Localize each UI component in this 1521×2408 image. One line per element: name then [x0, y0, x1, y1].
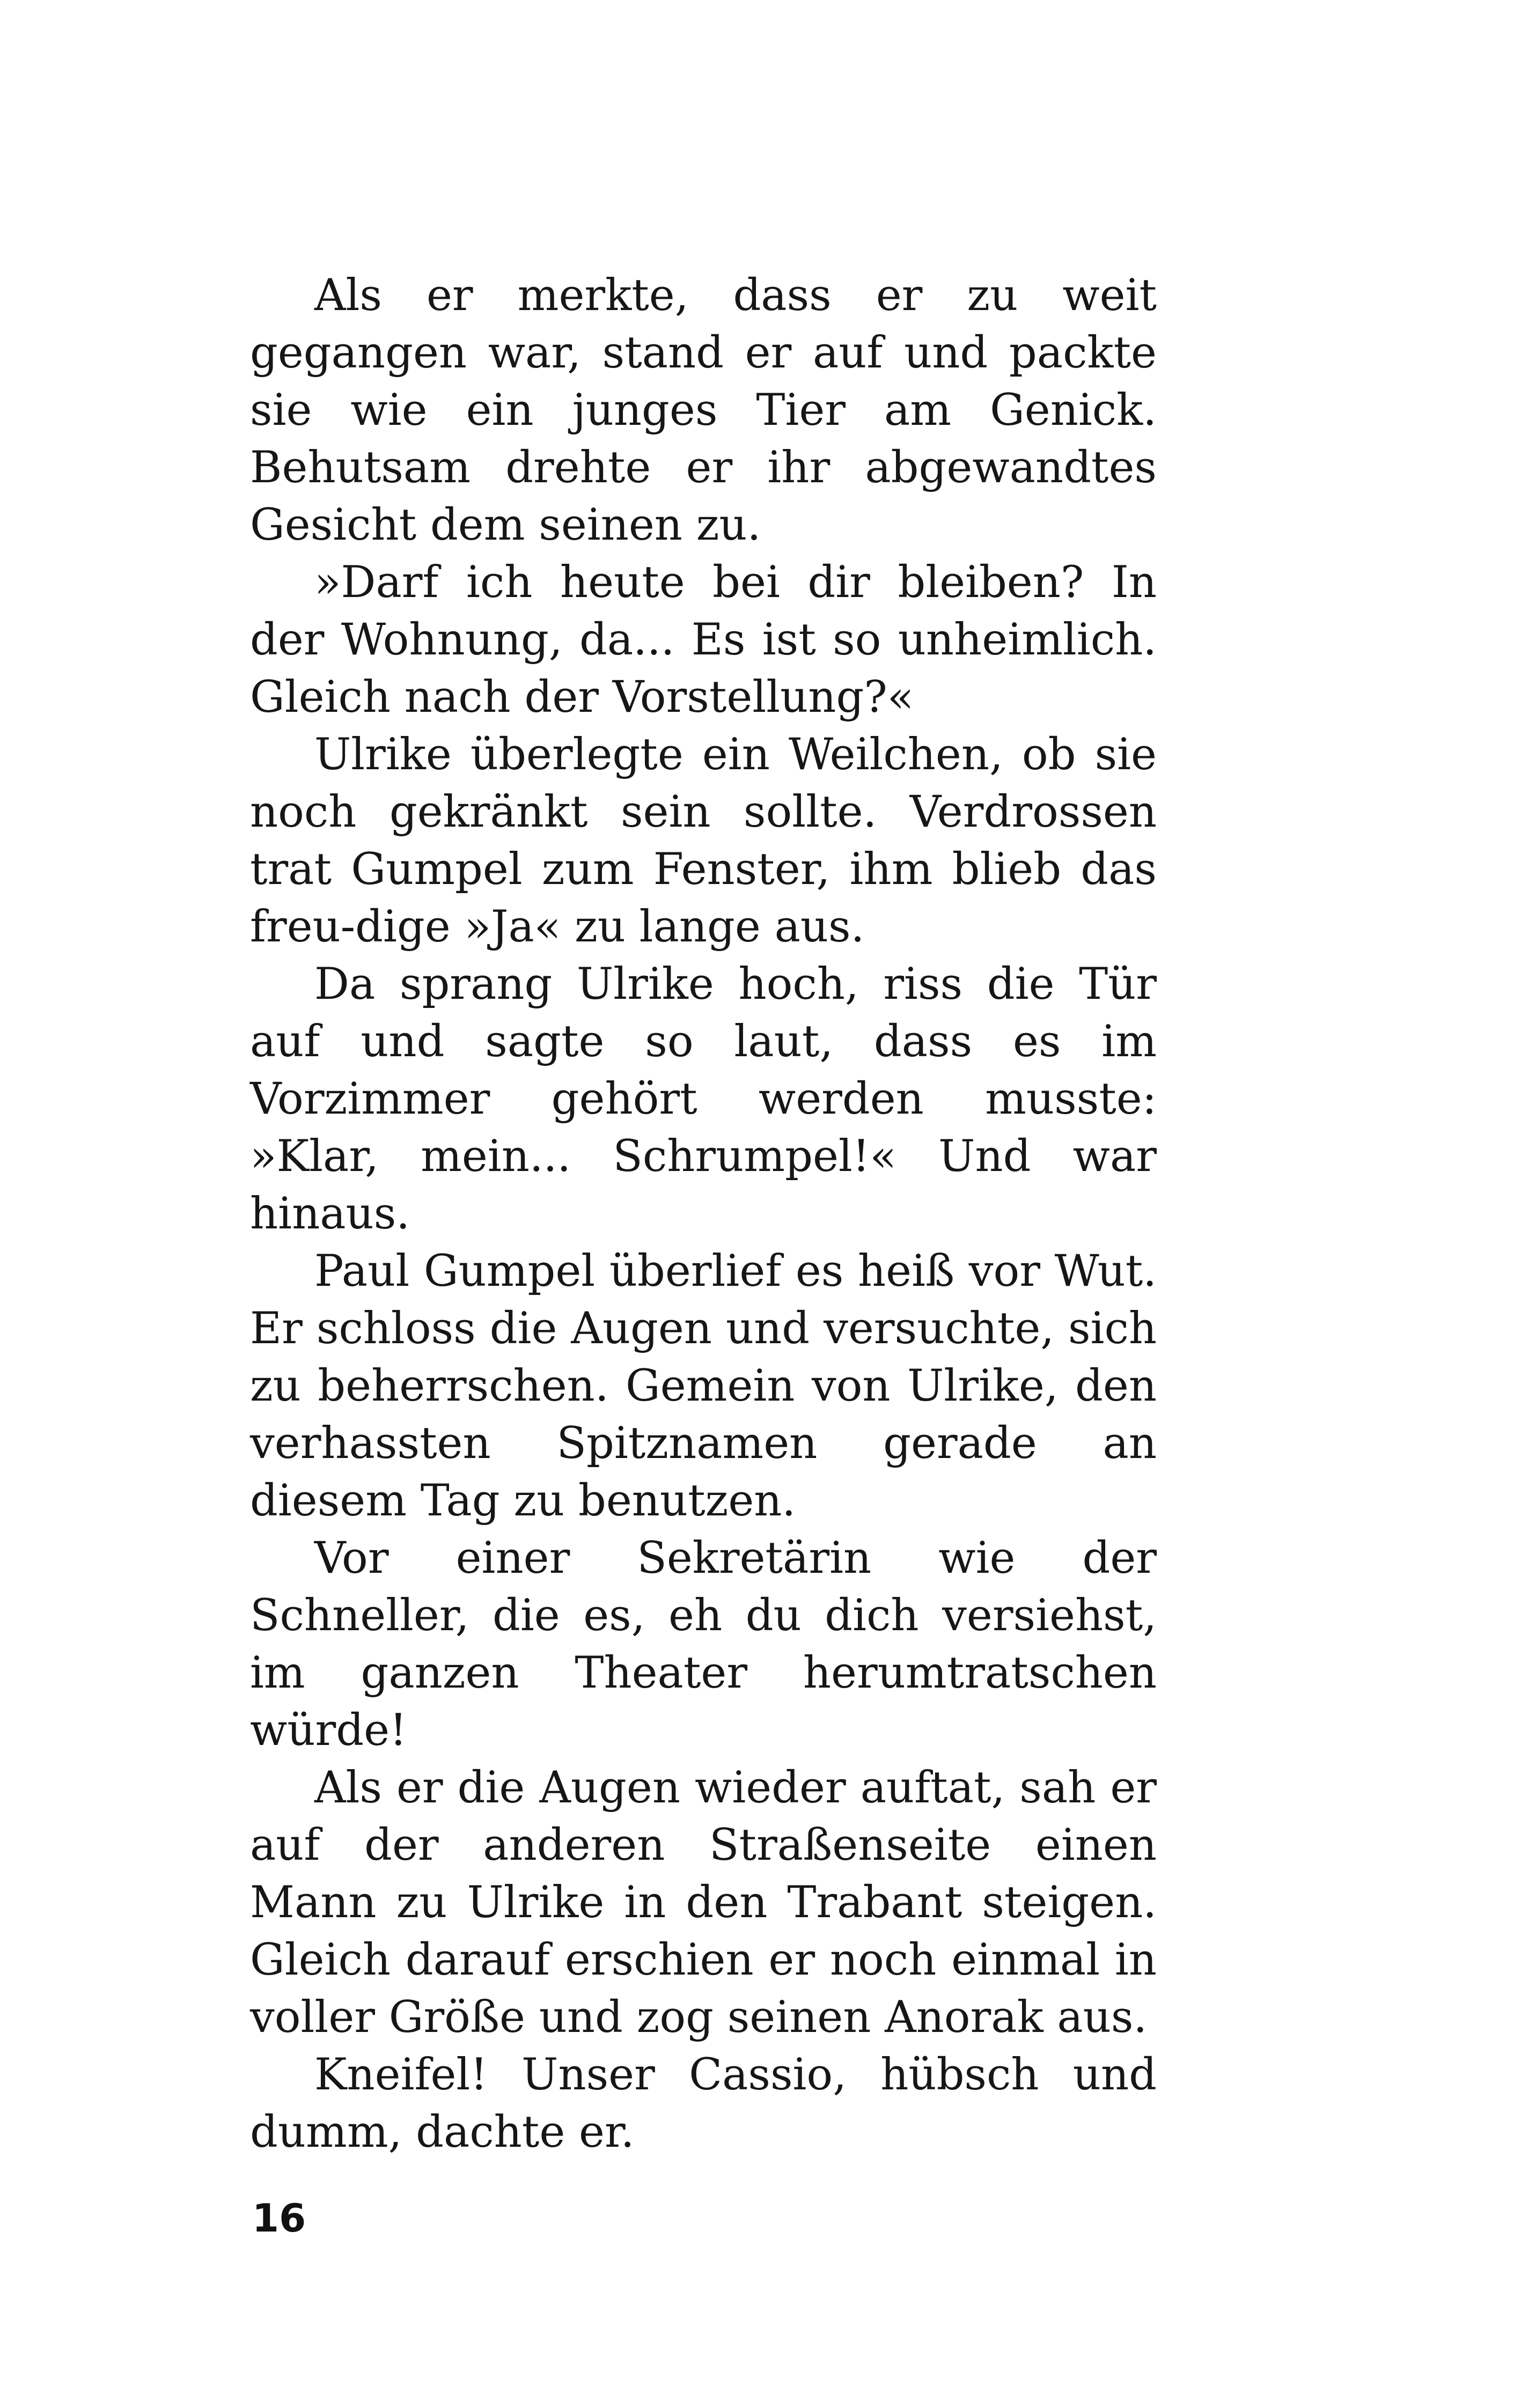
- page-number: 16: [252, 2196, 306, 2241]
- paragraph: Als er merkte, dass er zu weit gegangen war, stand er auf und packte sie wie ein junges Tier am Genick. Behutsam drehte er ihr abgewandtes Gesicht dem seinen zu.: [250, 270, 1157, 550]
- paragraph: Paul Gumpel überlief es heiß vor Wut. Er schloss die Augen und versuchte, sich zu beherrschen. Gemein von Ulrike, den verhassten Spitznamen gerade an diesem Tag zu benutzen.: [250, 1246, 1157, 1526]
- paragraph: Ulrike überlegte ein Weilchen, ob sie noch gekränkt sein sollte. Verdrossen trat Gumpel zum Fenster, ihm blieb das freu-dige »Ja« zu lange aus.: [250, 730, 1157, 952]
- paragraph: Da sprang Ulrike hoch, riss die Tür auf und sagte so laut, dass es im Vorzimmer gehört werden musste: »Klar, mein... Schrumpel!« Und war hinaus.: [250, 959, 1157, 1239]
- paragraph: Als er die Augen wieder auftat, sah er auf der anderen Straßenseite einen Mann zu Ulrike in den Trabant steigen. Gleich darauf erschien er noch einmal in voller Größe und zog seinen Anorak aus.: [250, 1763, 1157, 2043]
- paragraph: Kneifel! Unser Cassio, hübsch und dumm, dachte er.: [250, 2050, 1157, 2157]
- paragraph: »Darf ich heute bei dir bleiben? In der Wohnung, da... Es ist so unheimlich. Gleich nach der Vorstellung?«: [250, 557, 1157, 723]
- body-text: [250, 267, 1157, 2161]
- paragraph: Vor einer Sekretärin wie der Schneller, die es, eh du dich versiehst, im ganzen Theater herumtratschen würde!: [250, 1533, 1157, 1756]
